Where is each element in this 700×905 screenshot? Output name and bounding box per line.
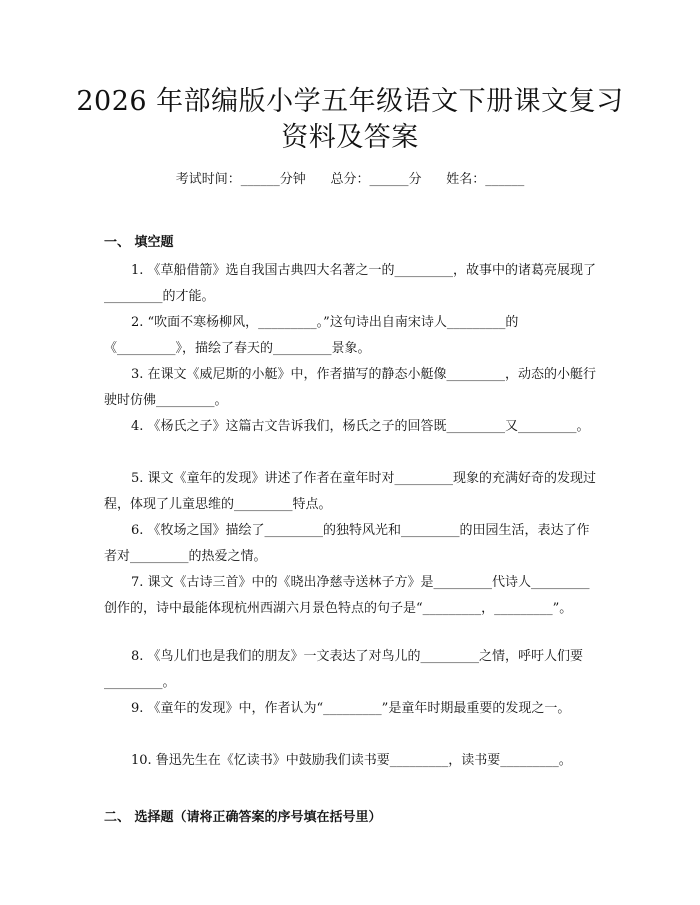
- question-item: [104, 362, 598, 414]
- question-text: 3. 在课文《威尼斯的小艇》中，作者描写的静态小艇像_________，动态的小艇行驶时仿佛_________。: [104, 367, 597, 408]
- question-text: 5. 课文《童年的发现》讲述了作者在童年时对_________现象的充满好奇的发现过程，体现了儿童思维的_________特点。: [104, 471, 597, 512]
- question-item: [104, 466, 598, 518]
- question-item: [104, 644, 598, 696]
- question-item: [104, 518, 598, 570]
- question-text: 6. 《牧场之国》描绘了_________的独特风光和_________的田园生活，表达了作者对_________的热爱之情。: [104, 523, 590, 564]
- question-text: 10. 鲁迅先生在《忆读书》中鼓励我们读书要_________，读书要_________。: [131, 753, 572, 768]
- question-text: 8. 《鸟儿们也是我们的朋友》一文表达了对鸟儿的_________之情，呼吁人们要_________。: [104, 649, 584, 690]
- question-item: [104, 414, 598, 440]
- question-text: 1. 《草船借箭》选自我国古典四大名著之一的_________，故事中的诸葛亮展现了_________的才能。: [104, 263, 597, 304]
- question-text: 4. 《杨氏之子》这篇古文告诉我们，杨氏之子的回答既_________又_________。: [131, 419, 590, 434]
- question-item: [104, 748, 598, 774]
- question-text: 9. 《童年的发现》中，作者认为“_________”是童年时期最重要的发现之一。: [131, 701, 571, 716]
- page-title-line-2: 资料及答案: [281, 122, 419, 153]
- question-item: [104, 310, 598, 362]
- section-heading-fill-blank: 一、 填空题: [104, 235, 174, 250]
- question-text: 2. “吹面不寒杨柳风，_________。”这句诗出自南宋诗人_________的《_________》，描绘了春天的_________景象。: [104, 315, 519, 356]
- page-title-line-1: 2026 年部编版小学五年级语文下册课文复习: [76, 86, 624, 117]
- question-item: [104, 696, 598, 722]
- question-item: [104, 570, 598, 622]
- question-item: [104, 258, 598, 310]
- question-text: 7. 课文《古诗三首》中的《晓出净慈寺送林子方》是_________代诗人_________创作的，诗中最能体现杭州西湖六月景色特点的句子是“_________，_________”。: [104, 575, 590, 616]
- exam-meta-line: 考试时间：______分钟 总分：______分 姓名：______: [175, 172, 525, 187]
- section-heading-multiple-choice: 二、 选择题（请将正确答案的序号填在括号里）: [104, 810, 382, 825]
